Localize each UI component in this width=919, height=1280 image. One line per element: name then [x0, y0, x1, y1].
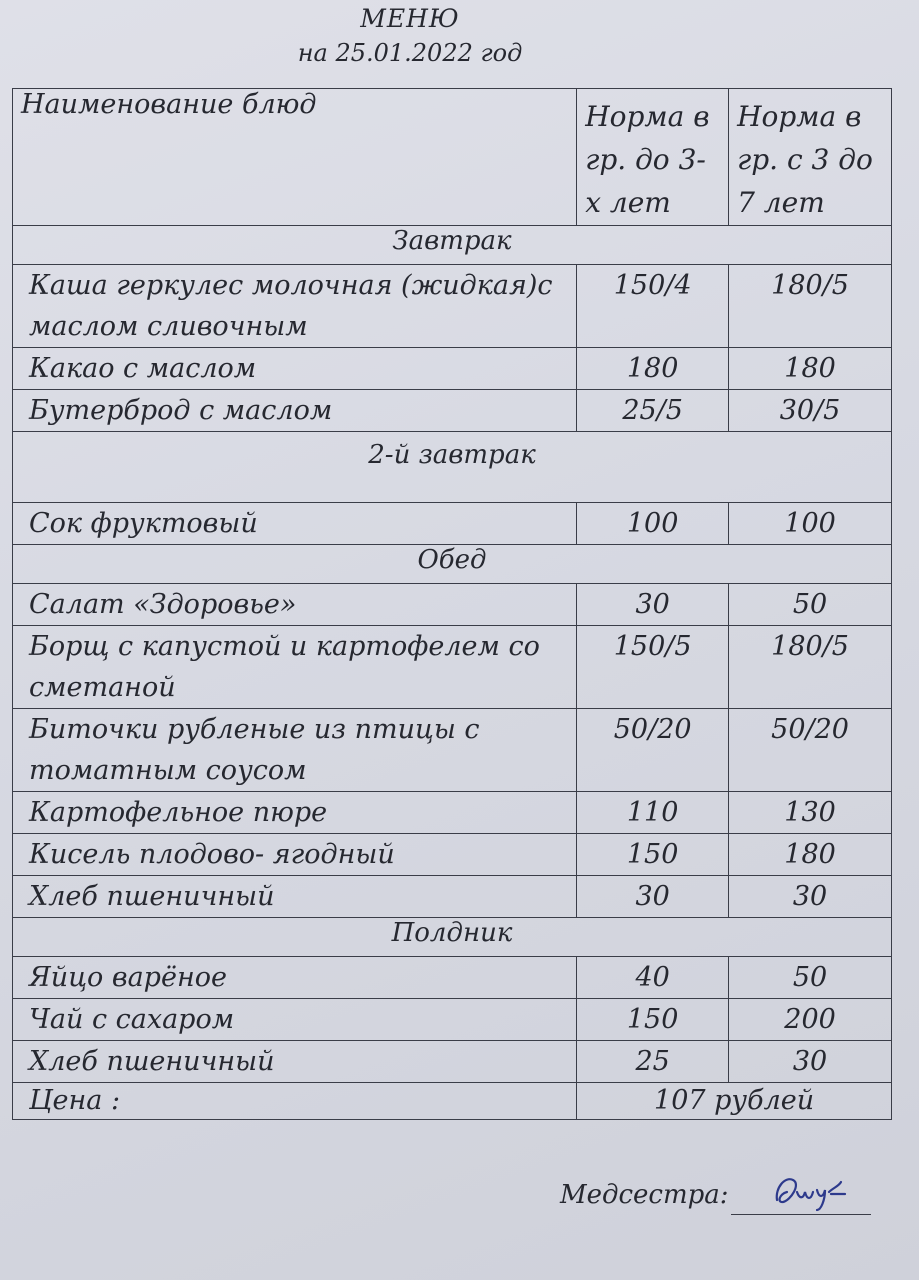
section-title: Полдник: [13, 918, 892, 957]
menu-title: МЕНЮ: [360, 4, 460, 33]
table-row: [13, 265, 892, 348]
dish-name: Бутерброд с маслом: [13, 390, 577, 432]
norm-3-to-7: 50: [729, 584, 892, 626]
norm-under-3: 25/5: [577, 390, 729, 432]
table-header-row: [13, 89, 892, 226]
dish-name: Хлеб пшеничный: [13, 1041, 577, 1083]
section-title: Обед: [13, 545, 892, 584]
norm-under-3: 30: [577, 876, 729, 918]
menu-date: на 25.01.2022 год: [297, 39, 523, 67]
section-title: 2-й завтрак: [13, 432, 892, 503]
dish-name: Кисель плодово- ягодный: [13, 834, 577, 876]
norm-3-to-7: 30: [729, 876, 892, 918]
column-header-norm-under-3: Норма в гр. до 3-х лет: [577, 89, 729, 226]
norm-3-to-7: 130: [729, 792, 892, 834]
dish-name: Хлеб пшеничный: [13, 876, 577, 918]
norm-3-to-7: 50: [729, 957, 892, 999]
table-row: [13, 709, 892, 792]
norm-under-3: 110: [577, 792, 729, 834]
section-lunch: [13, 545, 892, 918]
dish-name: Сок фруктовый: [13, 503, 577, 545]
norm-3-to-7: 180: [729, 348, 892, 390]
table-row: [13, 999, 892, 1041]
norm-3-to-7: 100: [729, 503, 892, 545]
signature-line: [731, 1180, 871, 1215]
dish-name: Биточки рубленые из птицы с томатным соусом: [13, 709, 577, 792]
menu-table: [12, 88, 892, 1120]
dish-name: Каша геркулес молочная (жидкая)с маслом сливочным: [13, 265, 577, 348]
dish-name: Чай с сахаром: [13, 999, 577, 1041]
dish-name: Салат «Здоровье»: [13, 584, 577, 626]
norm-under-3: 30: [577, 584, 729, 626]
norm-under-3: 150/5: [577, 626, 729, 709]
norm-3-to-7: 50/20: [729, 709, 892, 792]
norm-under-3: 25: [577, 1041, 729, 1083]
norm-3-to-7: 30/5: [729, 390, 892, 432]
table-row: [13, 348, 892, 390]
dish-name: Яйцо варёное: [13, 957, 577, 999]
norm-under-3: 50/20: [577, 709, 729, 792]
table-row: [13, 792, 892, 834]
table-row: [13, 834, 892, 876]
dish-name: Картофельное пюре: [13, 792, 577, 834]
norm-3-to-7: 180/5: [729, 626, 892, 709]
norm-under-3: 100: [577, 503, 729, 545]
section-breakfast: [13, 226, 892, 432]
norm-under-3: 150: [577, 999, 729, 1041]
table-row: [13, 957, 892, 999]
nurse-signature-block: [560, 1175, 871, 1215]
signature-label: Медсестра:: [560, 1180, 729, 1210]
norm-3-to-7: 200: [729, 999, 892, 1041]
price-row: [13, 1083, 892, 1120]
column-header-norm-3-to-7: Норма в гр. с 3 до 7 лет: [729, 89, 892, 226]
price-value: 107 рублей: [577, 1083, 892, 1120]
section-title: Завтрак: [13, 226, 892, 265]
norm-3-to-7: 180/5: [729, 265, 892, 348]
table-row: [13, 876, 892, 918]
norm-3-to-7: 30: [729, 1041, 892, 1083]
norm-3-to-7: 180: [729, 834, 892, 876]
section-second-breakfast: [13, 432, 892, 545]
table-row: [13, 626, 892, 709]
norm-under-3: 150/4: [577, 265, 729, 348]
column-header-dish-name: Наименование блюд: [13, 89, 577, 226]
table-row: [13, 1041, 892, 1083]
norm-under-3: 40: [577, 957, 729, 999]
dish-name: Борщ с капустой и картофелем со сметаной: [13, 626, 577, 709]
table-row: [13, 584, 892, 626]
table-row: [13, 503, 892, 545]
price-label: Цена :: [13, 1083, 577, 1120]
section-afternoon-snack: [13, 918, 892, 1120]
norm-under-3: 180: [577, 348, 729, 390]
handwritten-signature-icon: [771, 1170, 851, 1214]
dish-name: Какао с маслом: [13, 348, 577, 390]
norm-under-3: 150: [577, 834, 729, 876]
table-row: [13, 390, 892, 432]
